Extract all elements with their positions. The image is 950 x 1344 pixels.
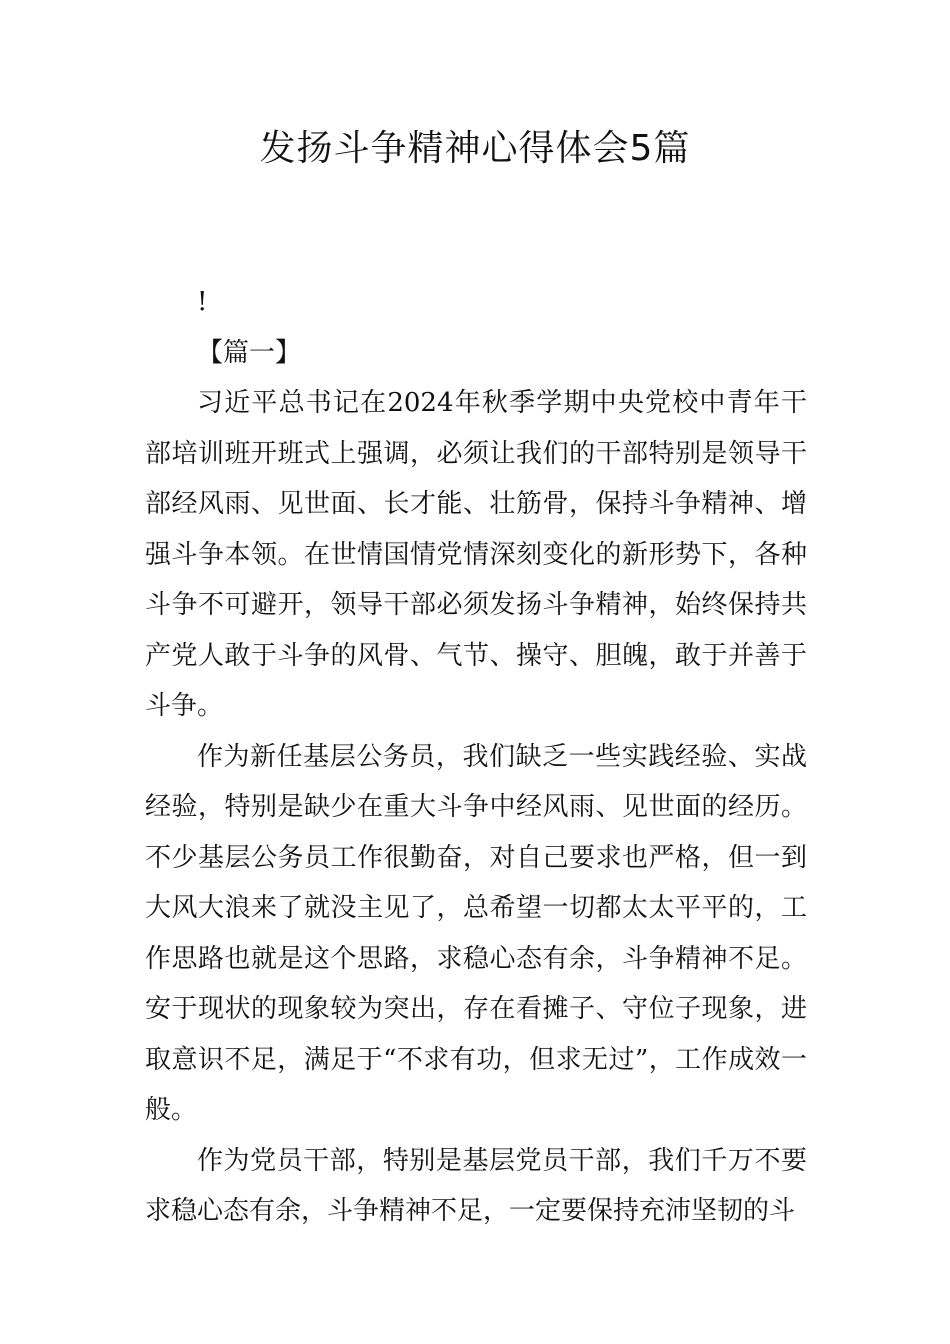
document-title: 发扬斗争精神心得体会5篇 <box>259 128 691 169</box>
paragraph-3: 作为党员干部，特别是基层党员干部，我们千万不要求稳心态有余，斗争精神不足，一定要保持充沛坚韧的斗 <box>145 1145 807 1226</box>
intro-mark: ! <box>197 287 208 317</box>
paragraph-1: 习近平总书记在2024年秋季学期中央党校中青年干部培训班开班式上强调，必须让我们的干部特别是领导干部经风雨、见世面、长才能、壮筋骨，保持斗争精神、增强斗争本领。在世情国情党情深刻变化的新形势下，各种斗争不可避开，领导干部必须发扬斗争精神，始终保持共产党人敢于斗争的风骨、气节、操守、胆魄，敢于并善于斗争。 <box>145 388 807 721</box>
paragraph-2: 作为新任基层公务员，我们缺乏一些实践经验、实战经验，特别是缺少在重大斗争中经风雨、见世面的经历。不少基层公务员工作很勤奋，对自己要求也严格，但一到大风大浪来了就没主见了，总希望一切都太太平平的，工作思路也就是这个思路，求稳心态有余，斗争精神不足。安于现状的现象较为突出，存在看摊子、守位子现象，进取意识不足，满足于“不求有功，但求无过”，工作成效一般。 <box>145 741 807 1125</box>
section-heading: 【篇一】 <box>197 337 302 368</box>
document-body <box>145 277 807 1237</box>
